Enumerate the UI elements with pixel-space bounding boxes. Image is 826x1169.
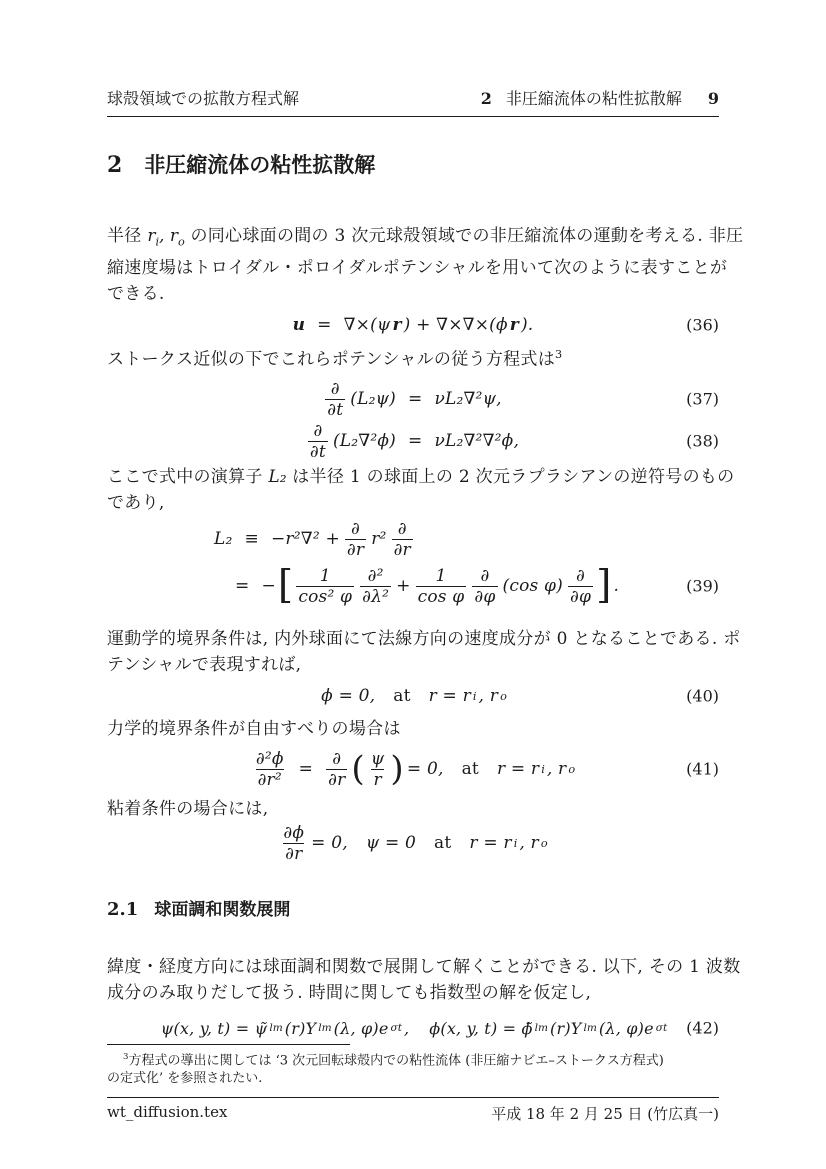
math-vector-r: r: [392, 315, 402, 336]
math-run: (r)Y: [550, 1018, 582, 1038]
math-sub-lm: lm: [318, 1022, 332, 1035]
denominator: ∂t: [309, 441, 326, 462]
fraction: [296, 566, 354, 607]
header-section-title: 非圧縮流体の粘性拡散解: [505, 89, 682, 108]
header-page-number: 9: [707, 89, 719, 108]
header-right: [481, 86, 719, 109]
page-footer: [107, 1103, 719, 1124]
text-line: できる.: [107, 284, 165, 305]
fraction: [345, 519, 366, 560]
text-column: [107, 86, 744, 1124]
fraction: [254, 749, 286, 790]
math-run: (λ, φ)e: [333, 1018, 389, 1038]
math-operator-L2: L₂: [268, 467, 287, 488]
footer-filename: wt_diffusion.tex: [107, 1103, 228, 1122]
denominator: ∂λ²: [362, 586, 390, 607]
paragraph-intro: [107, 223, 744, 307]
denominator: ∂r: [328, 769, 346, 790]
text-line: [107, 223, 744, 255]
math-sub-i: i: [155, 235, 160, 249]
math-run: ψ(x, y, t) = ψ̃: [160, 1018, 268, 1038]
equation-number: (39): [686, 576, 719, 596]
numerator: ∂: [330, 378, 340, 399]
numerator: 1: [319, 565, 331, 586]
equation-39: [107, 518, 719, 612]
footer-date-author: 平成 18 年 2 月 25 日 (竹広真一): [491, 1105, 719, 1124]
section-title: 非圧縮流体の粘性拡散解: [144, 153, 376, 177]
paragraph-expansion: [107, 954, 741, 1006]
header-section-number: 2: [480, 89, 492, 108]
equation-number: (36): [686, 315, 719, 335]
equation-42: [107, 1015, 719, 1041]
denominator: ∂r: [346, 539, 365, 560]
denominator: cos² φ: [298, 586, 353, 607]
numerator: ∂: [332, 748, 342, 769]
equation-number: (41): [686, 759, 719, 779]
math-sub-lm: lm: [583, 1022, 597, 1035]
denominator: ∂φ: [474, 586, 496, 607]
footnote-rule: [107, 1044, 350, 1045]
denominator: ∂r: [285, 843, 303, 864]
numerator: ∂: [397, 518, 407, 539]
numerator: 1: [435, 565, 447, 586]
text-run: 方程式の導出に関しては ‘3 次元回転球殻内での粘性流体 (非圧縮ナビエ–ストークス方程式): [128, 1053, 664, 1069]
equation-noslip: [107, 822, 719, 864]
math-run: , r: [478, 686, 499, 707]
equation-37: [107, 378, 719, 420]
at-label: at: [434, 833, 452, 854]
numerator: ∂: [576, 565, 586, 586]
fraction: [281, 823, 306, 864]
header-section-ref: [481, 86, 682, 109]
equation-number: (42): [686, 1018, 719, 1038]
equals-sign: =: [317, 315, 332, 336]
math-sub-o: o: [500, 689, 507, 703]
equals-sign: =: [298, 759, 314, 780]
equation-38: [107, 420, 719, 462]
equation-40: [107, 684, 719, 708]
equals-sign: =: [235, 576, 250, 597]
at-label: at: [461, 759, 479, 780]
math-run: r = r: [496, 759, 540, 780]
fraction: [568, 566, 593, 607]
equals-sign: =: [408, 431, 423, 452]
footnote-line: の定式化’ を参照されたい.: [107, 1071, 263, 1087]
math-run: , r: [519, 833, 539, 854]
fraction: [360, 566, 391, 607]
math-sub-i: i: [472, 689, 477, 703]
math-var-r: , r: [159, 226, 178, 246]
equation-39-line2: = − [ $\frac{1}{\text{cos² φ}}$ $\frac{\text{∂²}}{\text{∂λ²}}$ + $\frac{1}{\text{cos φ}}$ $\frac{\partial}{\partial\varphi}$ (cos φ) $\frac{\partial}{\partial\varphi}$ ] . (39): [235, 563, 719, 609]
equation-number: (37): [686, 389, 719, 409]
denominator: cos φ: [417, 586, 465, 607]
math-run: ) + ∇×∇×(ϕ: [403, 315, 508, 336]
equation-number: (38): [686, 431, 719, 451]
denominator: ∂φ: [569, 586, 592, 607]
math-run: (L₂ψ): [350, 389, 396, 410]
footnote: [107, 1048, 719, 1088]
denominator: ∂r²: [257, 769, 282, 790]
math-run: (r)Y: [284, 1018, 317, 1038]
math-vector-u: u: [292, 315, 306, 336]
text-line: [107, 464, 735, 490]
equation-39-line1: [107, 518, 719, 560]
math-sub-o: o: [177, 235, 185, 249]
fraction: [472, 566, 497, 607]
math-run: r = r: [469, 833, 512, 854]
equation-36: [107, 311, 719, 339]
section-heading: [107, 149, 719, 179]
text-run: の同心球面の間の 3 次元球殻領域での非圧縮流体の運動を考える. 非圧: [184, 226, 744, 246]
math-run: ϕ = 0,: [321, 686, 376, 707]
math-run: = 0,: [311, 833, 348, 854]
math-run: , r: [546, 759, 567, 780]
math-operator-L2: L₂: [214, 529, 233, 550]
fraction: [326, 749, 347, 790]
period: .: [613, 576, 620, 597]
numerator: ∂ϕ: [283, 822, 305, 843]
denominator: r: [373, 769, 382, 790]
fraction: [369, 749, 387, 790]
math-sub-i: i: [513, 836, 518, 850]
fraction: [392, 519, 413, 560]
text-run: 半径: [107, 226, 148, 246]
header-left-title: 球殻領域での拡散方程式解: [107, 89, 300, 108]
paragraph-stokes: [107, 342, 719, 373]
text-line: 緯度・経度方向には球面調和関数で展開して解くことができる. 以下, その 1 波数: [107, 957, 741, 978]
math-run: ψ = 0: [365, 833, 417, 854]
math-run: −r²∇² +: [270, 529, 340, 550]
subsection-heading: [107, 895, 719, 920]
footnote-marker: 3: [555, 348, 563, 362]
footnote-marker: 3: [123, 1052, 129, 1063]
numerator: ∂: [313, 420, 323, 441]
text-line: 縮速度場はトロイダル・ポロイダルポテンシャルを用いて次のように表すことが: [107, 258, 728, 279]
minus-sign: −: [261, 576, 276, 597]
math-run: (L₂∇²ϕ): [332, 431, 396, 452]
math-sub-o: o: [568, 762, 576, 776]
denominator: ∂t: [327, 399, 344, 420]
text-line: 粘着条件の場合には,: [107, 799, 269, 820]
math-sub-lm: lm: [534, 1022, 549, 1035]
math-vector-r: r: [509, 315, 519, 336]
paragraph-kinematic-bc: [107, 626, 741, 678]
numerator: ∂²: [367, 565, 384, 586]
math-run: νL₂∇²ψ,: [434, 389, 502, 410]
math-var-r: r: [147, 226, 156, 246]
text-line: 運動学的境界条件は, 内外球面にて法線方向の速度成分が 0 となることである. ポ: [107, 629, 741, 650]
equation-41: $\frac{\text{∂²ϕ}}{\text{∂r²}}$ = $\frac{\partial}{\partial r}$ ( $\frac{\psi}{r}$ ) = 0, at r = r i , r o (41): [255, 748, 719, 790]
subsection-title: 球面調和関数展開: [154, 900, 291, 921]
numerator: ψ: [370, 748, 385, 769]
denominator: ∂r: [393, 539, 411, 560]
text-line: テンシャルで表現すれば,: [107, 655, 302, 676]
numerator: ∂: [351, 518, 361, 539]
math-sub-lm: lm: [269, 1022, 283, 1035]
fraction: [308, 421, 328, 462]
running-header: [107, 86, 719, 117]
text-line: 力学的境界条件が自由すべりの場合は: [107, 719, 401, 740]
text-run: ここで式中の演算子: [107, 467, 269, 488]
math-run: (λ, φ)e: [598, 1018, 654, 1038]
math-run: (cos φ): [502, 576, 563, 597]
math-run: r²: [371, 529, 387, 550]
math-run: r = r: [428, 686, 471, 707]
equals-sign: =: [408, 389, 423, 410]
math-run: = 0,: [406, 759, 444, 780]
fraction: [325, 379, 345, 420]
math-sub-o: o: [540, 836, 548, 850]
math-run: ).: [520, 315, 534, 336]
text-line: であり,: [107, 493, 165, 514]
numerator: ∂²ϕ: [255, 748, 284, 769]
plus-sign: +: [396, 576, 411, 597]
equation-number: (40): [686, 686, 719, 706]
fraction: [416, 566, 467, 607]
text-line: 成分のみ取りだして扱う. 時間に関しても指数型の解を仮定し,: [107, 983, 592, 1004]
math-run: ϕ(x, y, t) = ϕ̃: [429, 1018, 533, 1038]
numerator: ∂: [480, 565, 490, 586]
paragraph-operator: [107, 464, 735, 516]
footer-rule: [107, 1097, 719, 1098]
paragraph-noslip-bc: [107, 796, 719, 822]
math-run: νL₂∇²∇²ϕ,: [434, 431, 520, 452]
paragraph-dynamic-bc: [107, 716, 719, 742]
math-sub-i: i: [541, 762, 545, 776]
text-run: は半径 1 の球面上の 2 次元ラプラシアンの逆符号のもの: [286, 467, 735, 488]
math-run: ∇×(ψ: [343, 315, 391, 336]
math-sup-sigma-t: σt: [655, 1022, 668, 1035]
comma: ,: [403, 1018, 410, 1038]
math-sup-sigma-t: σt: [390, 1022, 402, 1035]
footnote-line: [107, 1048, 719, 1070]
text-run: ストークス近似の下でこれらポテンシャルの従う方程式は: [107, 350, 556, 371]
equiv-sign: ≡: [244, 529, 259, 550]
section-number: 2: [107, 152, 123, 178]
text-line: [107, 342, 719, 373]
subsection-number: 2.1: [107, 899, 139, 921]
at-label: at: [393, 686, 411, 707]
